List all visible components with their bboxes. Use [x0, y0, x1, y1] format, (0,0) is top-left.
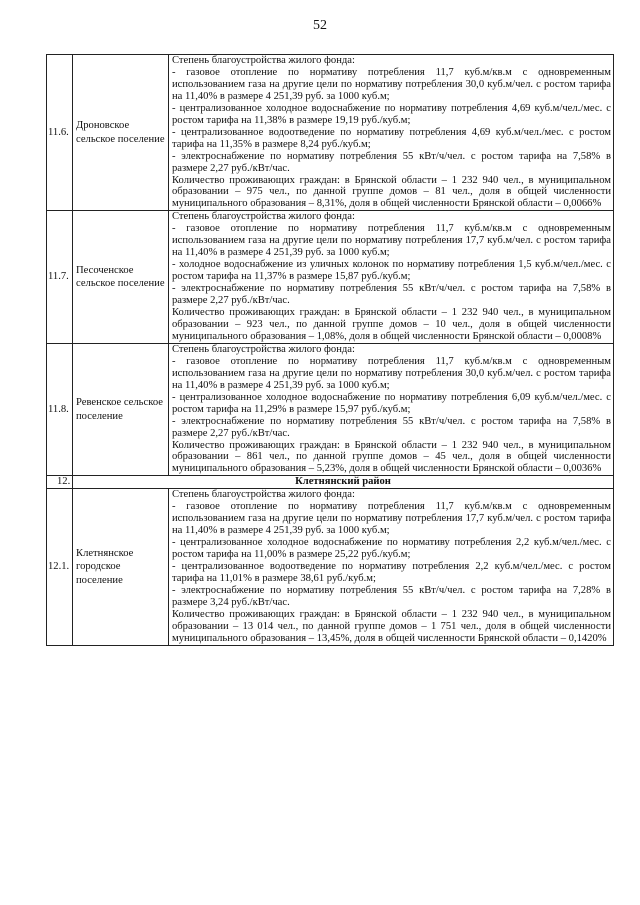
region-title: Клетнянский район: [73, 476, 614, 489]
description-line: - газовое отопление по нормативу потребления 11,7 куб.м/кв.м с одновременным использованием газа на другие цели по нормативу потребления 17,7 куб.м/чел. с ростом тарифа на 11,40% в размере 4 251,39 руб. за 1000 куб.м;: [172, 501, 611, 537]
table-row-11-7: [47, 211, 614, 343]
page-number: 52: [313, 18, 327, 33]
table-row-11-8: [47, 343, 614, 475]
row-number: 11.6.: [47, 55, 73, 211]
description-line: - централизованное холодное водоснабжение по нормативу потребления 6,09 куб.м/чел./мес. с ростом тарифа на 11,29% в размере 15,97 руб./куб.м;: [172, 391, 611, 415]
settlement-name: Ревенское сельское поселение: [73, 343, 169, 475]
region-number: 12.: [47, 476, 73, 489]
row-number: 12.1.: [47, 489, 73, 645]
description-line: Количество проживающих граждан: в Брянской области – 1 232 940 чел., в муниципальном образовании – 861 чел., по данной группе домов – 45 чел., доля в общей численности муниципального образования – 5,23%, доля в общей численности Брянской области – 0,0036%: [172, 439, 611, 475]
settlement-description: [169, 489, 614, 645]
description-line: - централизованное холодное водоснабжение по нормативу потребления 4,69 куб.м/чел./мес. с ростом тарифа на 11,38% в размере 19,19 руб./куб.м;: [172, 102, 611, 126]
description-line: Количество проживающих граждан: в Брянской области – 1 232 940 чел., в муниципальном образовании – 975 чел., по данной группе домов – 81 чел., доля в общей численности муниципального образования – 8,31%, доля в общей численности Брянской области – 0,0066%: [172, 174, 611, 210]
settlement-description: [169, 211, 614, 343]
description-line: Количество проживающих граждан: в Брянской области – 1 232 940 чел., в муниципальном образовании – 13 014 чел., по данной группе домов – 1 751 чел., доля в общей численности муниципального образования – 13,45%, доля в общей численности Брянской области – 0,1420%: [172, 608, 611, 644]
description-line: - электроснабжение по нормативу потребления 55 кВт/ч/чел. с ростом тарифа на 7,28% в размере 3,24 руб./кВт/час.: [172, 584, 611, 608]
description-line: - централизованное водоотведение по нормативу потребления 2,2 куб.м/чел./мес. с ростом тарифа на 11,01% в размере 38,61 руб./куб.м;: [172, 561, 611, 585]
settlement-description: [169, 343, 614, 475]
region-header-row: [47, 476, 614, 489]
row-number: 11.8.: [47, 343, 73, 475]
description-line: Количество проживающих граждан: в Брянской области – 1 232 940 чел., в муниципальном образовании – 923 чел., по данной группе домов – 10 чел., доля в общей численности муниципального образования – 1,08%, доля в общей численности Брянской области – 0,0008%: [172, 307, 611, 342]
table-row-12-1: [47, 489, 614, 645]
description-line: Степень благоустройства жилого фонда:: [172, 489, 355, 501]
description-line: - газовое отопление по нормативу потребления 11,7 куб.м/кв.м с одновременным использованием газа на другие цели по нормативу потребления 30,0 куб.м/чел. с ростом тарифа на 11,40% в размере 4 251,39 руб. за 1000 куб.м;: [172, 66, 611, 102]
settlement-description: [169, 55, 614, 211]
description-line: Степень благоустройства жилого фонда:: [172, 343, 355, 355]
tariff-table: [46, 54, 614, 646]
settlement-name: Песоченское сельское поселение: [73, 211, 169, 343]
description-line: - электроснабжение по нормативу потребления 55 кВт/ч/чел. с ростом тарифа на 7,58% в размере 2,27 руб./кВт/час.: [172, 283, 611, 307]
settlement-name: Дроновское сельское поселение: [73, 55, 169, 211]
description-line: - централизованное водоотведение по нормативу потребления 4,69 куб.м/чел./мес. с ростом тарифа на 11,35% в размере 8,24 руб./куб.м;: [172, 126, 611, 150]
description-line: Степень благоустройства жилого фонда:: [172, 55, 355, 66]
description-line: Степень благоустройства жилого фонда:: [172, 211, 355, 223]
row-number: 11.7.: [47, 211, 73, 343]
settlement-name: Клетнянское городское поселение: [73, 489, 169, 645]
description-line: - холодное водоснабжение из уличных колонок по нормативу потребления 1,5 куб.м/чел./мес. с ростом тарифа на 11,37% в размере 15,87 руб./куб.м;: [172, 259, 611, 283]
description-line: - централизованное холодное водоснабжение по нормативу потребления 2,2 куб.м/чел./мес. с ростом тарифа на 11,00% в размере 25,22 руб./куб.м;: [172, 537, 611, 561]
description-line: - электроснабжение по нормативу потребления 55 кВт/ч/чел. с ростом тарифа на 7,58% в размере 2,27 руб./кВт/час.: [172, 415, 611, 439]
description-line: - газовое отопление по нормативу потребления 11,7 куб.м/кв.м с одновременным использованием газа на другие цели по нормативу потребления 30,0 куб.м/чел. с ростом тарифа на 11,40% в размере 4 251,39 руб. за 1000 куб.м;: [172, 355, 611, 391]
description-line: - газовое отопление по нормативу потребления 11,7 куб.м/кв.м с одновременным использованием газа на другие цели по нормативу потребления 17,7 куб.м/чел. с ростом тарифа на 11,40% в размере 4 251,39 руб. за 1000 куб.м;: [172, 223, 611, 259]
table-row-11-6: [47, 55, 614, 211]
description-line: - электроснабжение по нормативу потребления 55 кВт/ч/чел. с ростом тарифа на 7,58% в размере 2,27 руб./кВт/час.: [172, 150, 611, 174]
